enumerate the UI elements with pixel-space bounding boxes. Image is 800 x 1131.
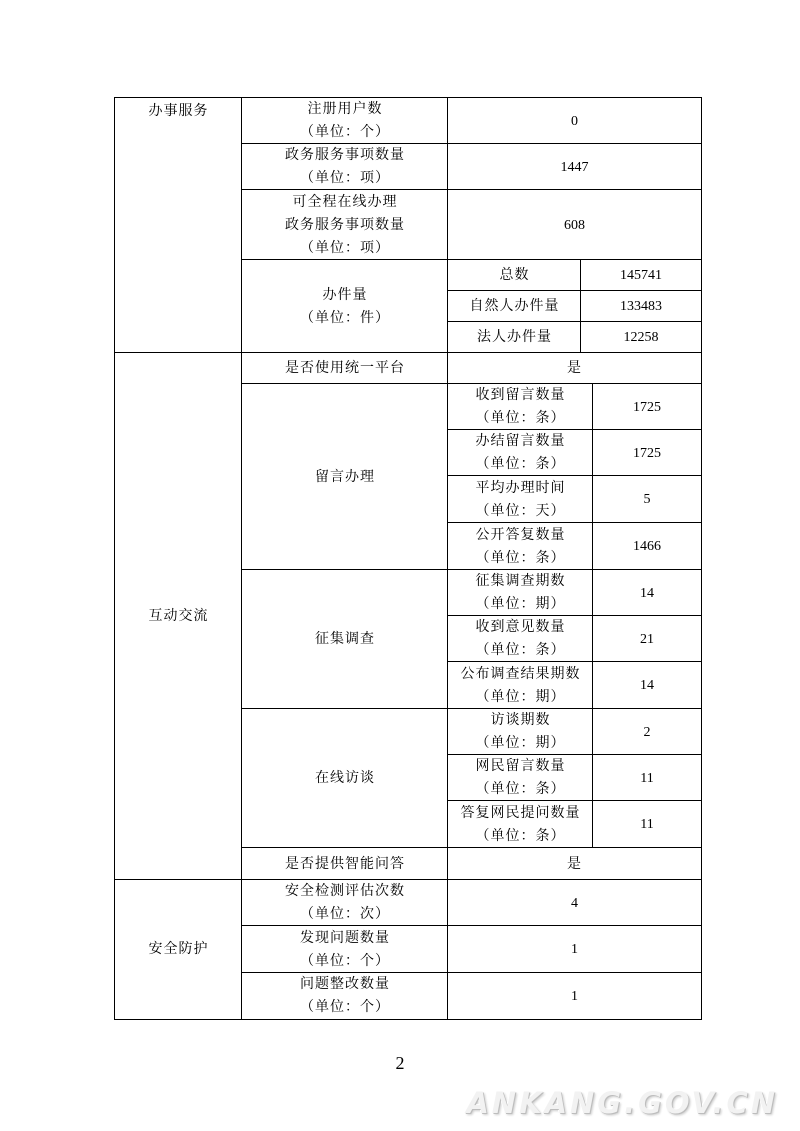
subrow-label-opinions-received: 收到意见数量 （单位：条） (447, 615, 593, 662)
row-label-online-service-items: 可全程在线办理 政务服务事项数量 （单位：项） (241, 189, 448, 260)
subrow-value-results-published: 14 (592, 661, 702, 709)
section-title-security (114, 879, 242, 1020)
subrow-label-legal-person: 法人办件量 (447, 321, 581, 353)
subrow-label-total: 总数 (447, 259, 581, 291)
row-label-issues-found: 发现问题数量 （单位：个） (241, 925, 448, 973)
section-title-interaction (114, 352, 242, 880)
row-value-security-checks: 4 (447, 879, 702, 926)
row-value-issues-found: 1 (447, 925, 702, 973)
page-number: 2 (395, 1053, 405, 1073)
row-label-online-interviews: 在线访谈 (241, 708, 448, 848)
subrow-label-avg-handling-time: 平均办理时间 （单位：天） (447, 475, 593, 523)
section-title-text: 办事服务 (148, 103, 209, 119)
row-label-service-items: 政务服务事项数量 （单位：项） (241, 143, 448, 190)
row-label-unified-platform: 是否使用统一平台 (241, 352, 448, 384)
subrow-value-opinions-received: 21 (592, 615, 702, 662)
row-value-service-items: 1447 (447, 143, 702, 190)
subrow-value-messages-received: 1725 (592, 383, 702, 430)
section-title-text: 安全防护 (148, 941, 209, 957)
subrow-value-messages-closed: 1725 (592, 429, 702, 476)
subrow-value-public-replies: 1466 (592, 522, 702, 570)
subrow-label-messages-closed: 办结留言数量 （单位：条） (447, 429, 593, 476)
subrow-label-survey-periods: 征集调查期数 （单位：期） (447, 569, 593, 616)
subrow-value-survey-periods: 14 (592, 569, 702, 616)
row-label-security-checks: 安全检测评估次数 （单位：次） (241, 879, 448, 926)
subrow-value-natural-person: 133483 (580, 290, 702, 322)
subrow-value-interview-periods: 2 (592, 708, 702, 755)
subrow-label-interview-periods: 访谈期数 （单位：期） (447, 708, 593, 755)
subrow-label-public-replies: 公开答复数量 （单位：条） (447, 522, 593, 570)
subrow-label-results-published: 公布调查结果期数 （单位：期） (447, 661, 593, 709)
subrow-value-total: 145741 (580, 259, 702, 291)
subrow-label-questions-answered: 答复网民提问数量 （单位：条） (447, 800, 593, 848)
row-value-unified-platform: 是 (447, 352, 702, 384)
row-label-surveys: 征集调查 (241, 569, 448, 709)
section-title-service (114, 97, 242, 353)
row-label-smart-qa: 是否提供智能问答 (241, 847, 448, 880)
row-value-registered-users: 0 (447, 97, 702, 144)
row-label-issues-fixed: 问题整改数量 （单位：个） (241, 972, 448, 1020)
subrow-label-netizen-messages: 网民留言数量 （单位：条） (447, 754, 593, 801)
row-value-issues-fixed: 1 (447, 972, 702, 1020)
subrow-label-messages-received: 收到留言数量 （单位：条） (447, 383, 593, 430)
section-title-text: 互动交流 (148, 608, 209, 624)
row-value-online-service-items: 608 (447, 189, 702, 260)
row-label-message-handling: 留言办理 (241, 383, 448, 570)
subrow-value-questions-answered: 11 (592, 800, 702, 848)
row-value-smart-qa: 是 (447, 847, 702, 880)
row-label-case-volume: 办件量 （单位：件） (241, 259, 448, 353)
subrow-value-netizen-messages: 11 (592, 754, 702, 801)
subrow-value-avg-handling-time: 5 (592, 475, 702, 523)
subrow-label-natural-person: 自然人办件量 (447, 290, 581, 322)
subrow-value-legal-person: 12258 (580, 321, 702, 353)
watermark-logo: ANKANG.GOV.CN (466, 1086, 778, 1120)
row-label-registered-users: 注册用户数 （单位：个） (241, 97, 448, 144)
